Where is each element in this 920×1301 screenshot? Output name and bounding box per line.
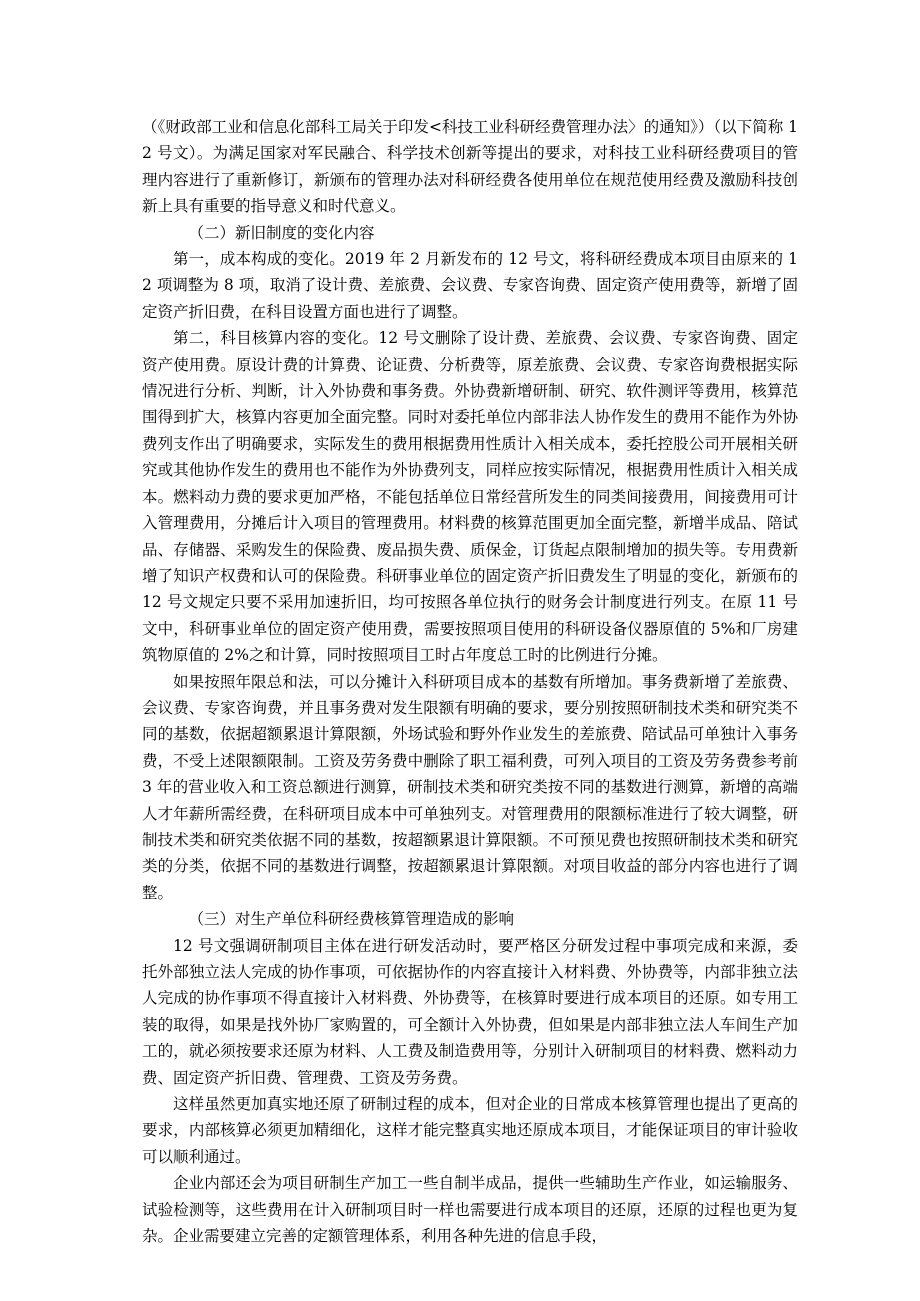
section-heading-2: （二）新旧制度的变化内容 xyxy=(188,223,375,242)
paragraph-cost-restoration: 12 号文强调研制项目主体在进行研发活动时，要严格区分研发过程中事项完成和来源，委托外部独立法人完成的协作事项，可依据协作的内容直接计入材料费、外协费等，内部非独立法人完成的协作事项不得直接计入材料费、外协费等，在核算时要进行成本项目的还原。如专用工装的取得，如果是找外协厂家购置的，可全额计入外协费，但如果是内部非独立法人车间生产加工的，就必须按要求还原为材料、人工费及制造费用等，分别计入研制项目的材料费、燃料动力费、固定资产折旧费、管理费、工资及劳务费。 xyxy=(142,936,798,1087)
paragraph-depreciation-method: 如果按照年限总和法，可以分摊计入科研项目成本的基数有所增加。事务费新增了差旅费、会议费、专家咨询费，并且事务费对发生限额有明确的要求，要分别按照研制技术类和研究类不同的基数，依据超额累退计算限额，外场试验和野外作业发生的差旅费、陪试品可单独计入事务费，不受上述限额限制。工资及劳务费中删除了职工福利费，可列入项目的工资及劳务费参考前 3 年的营业收入和工资总额进行测算，研制技术类和研究类按不同的基数进行测算，新增的高端人才年薪所需经费，在科研项目成本中可单独列支。对管理费用的限额标准进行了较大调整，研制技术类和研究类依据不同的基数，按超额累退计算限额。不可预见费也按照研制技术类和研究类的分类，依据不同的基数进行调整，按超额累退计算限额。对项目收益的部分内容也进行了调整。 xyxy=(142,672,798,902)
paragraph-account-content: 第二，科目核算内容的变化。12 号文删除了设计费、差旅费、会议费、专家咨询费、固定资产使用费。原设计费的计算费、论证费、分析费等，原差旅费、会议费、专家咨询费根据实际情况进行分析、判断，计入外协费和事务费。外协费新增研制、研究、软件测评等费用，核算范围得到扩大，核算内容更加全面完整。同时对委托单位内部非法人协作发生的费用不能作为外协费列支作出了明确要求，实际发生的费用根据费用性质计入相关成本，委托控股公司开展相关研究或其他协作发生的费用也不能作为外协费列支，同样应按实际情况，根据费用性质计入相关成本。燃料动力费的要求更加严格，不能包括单位日常经营所发生的同类间接费用，间接费用可计入管理费用，分摊后计入项目的管理费用。材料费的核算范围更加全面完整，新增半成品、陪试品、存储器、采购发生的保险费、废品损失费、质保金，订货起点限制增加的损失等。专用费新增了知识产权费和认可的保险费。科研事业单位的固定资产折旧费发生了明显的变化，新颁布的 12 号文规定只要不采用加速折旧，均可按照各单位执行的财务会计制度进行列支。在原 11 号文中，科研事业单位的固定资产使用费，需要按照项目使用的科研设备仪器原值的 5%和厂房建筑物原值的 2%之和计算，同时按照项目工时占年度总工时的比例进行分摊。 xyxy=(142,329,798,665)
paragraph-refined-accounting: 这样虽然更加真实地还原了研制过程的成本，但对企业的日常成本核算管理也提出了更高的要求，内部核算必须更加精细化，这样才能完整真实地还原成本项目，才能保证项目的审计验收可以顺利通过。 xyxy=(142,1095,798,1166)
paragraph-intro-continued: （《财政部工业和信息化部科工局关于印发<科技工业科研经费管理办法〉的通知》）（以下简称 12 号文）。为满足国家对军民融合、科学技术创新等提出的要求，对科技工业科研经费项目的管理内容进行了重新修订，新颁布的管理办法对科研经费各使用单位在规范使用经费及激励科技创新上具有重要的指导意义和时代意义。 xyxy=(142,118,798,216)
section-heading-3: （三）对生产单位科研经费核算管理造成的影响 xyxy=(188,910,515,929)
document-page xyxy=(142,114,798,1249)
paragraph-internal-production: 企业内部还会为项目研制生产加工一些自制半成品，提供一些辅助生产作业，如运输服务、试验检测等，这些费用在计入研制项目时一样也需要进行成本项目的还原，还原的过程也更为复杂。企业需要建立完善的定额管理体系，利用各种先进的信息手段， xyxy=(142,1174,798,1246)
paragraph-cost-composition: 第一，成本构成的变化。2019 年 2 月新发布的 12 号文，将科研经费成本项目由原来的 12 项调整为 8 项，取消了设计费、差旅费、会议费、专家咨询费、固定资产使用费等，新增了固定资产折旧费，在科目设置方面也进行了调整。 xyxy=(142,250,798,321)
